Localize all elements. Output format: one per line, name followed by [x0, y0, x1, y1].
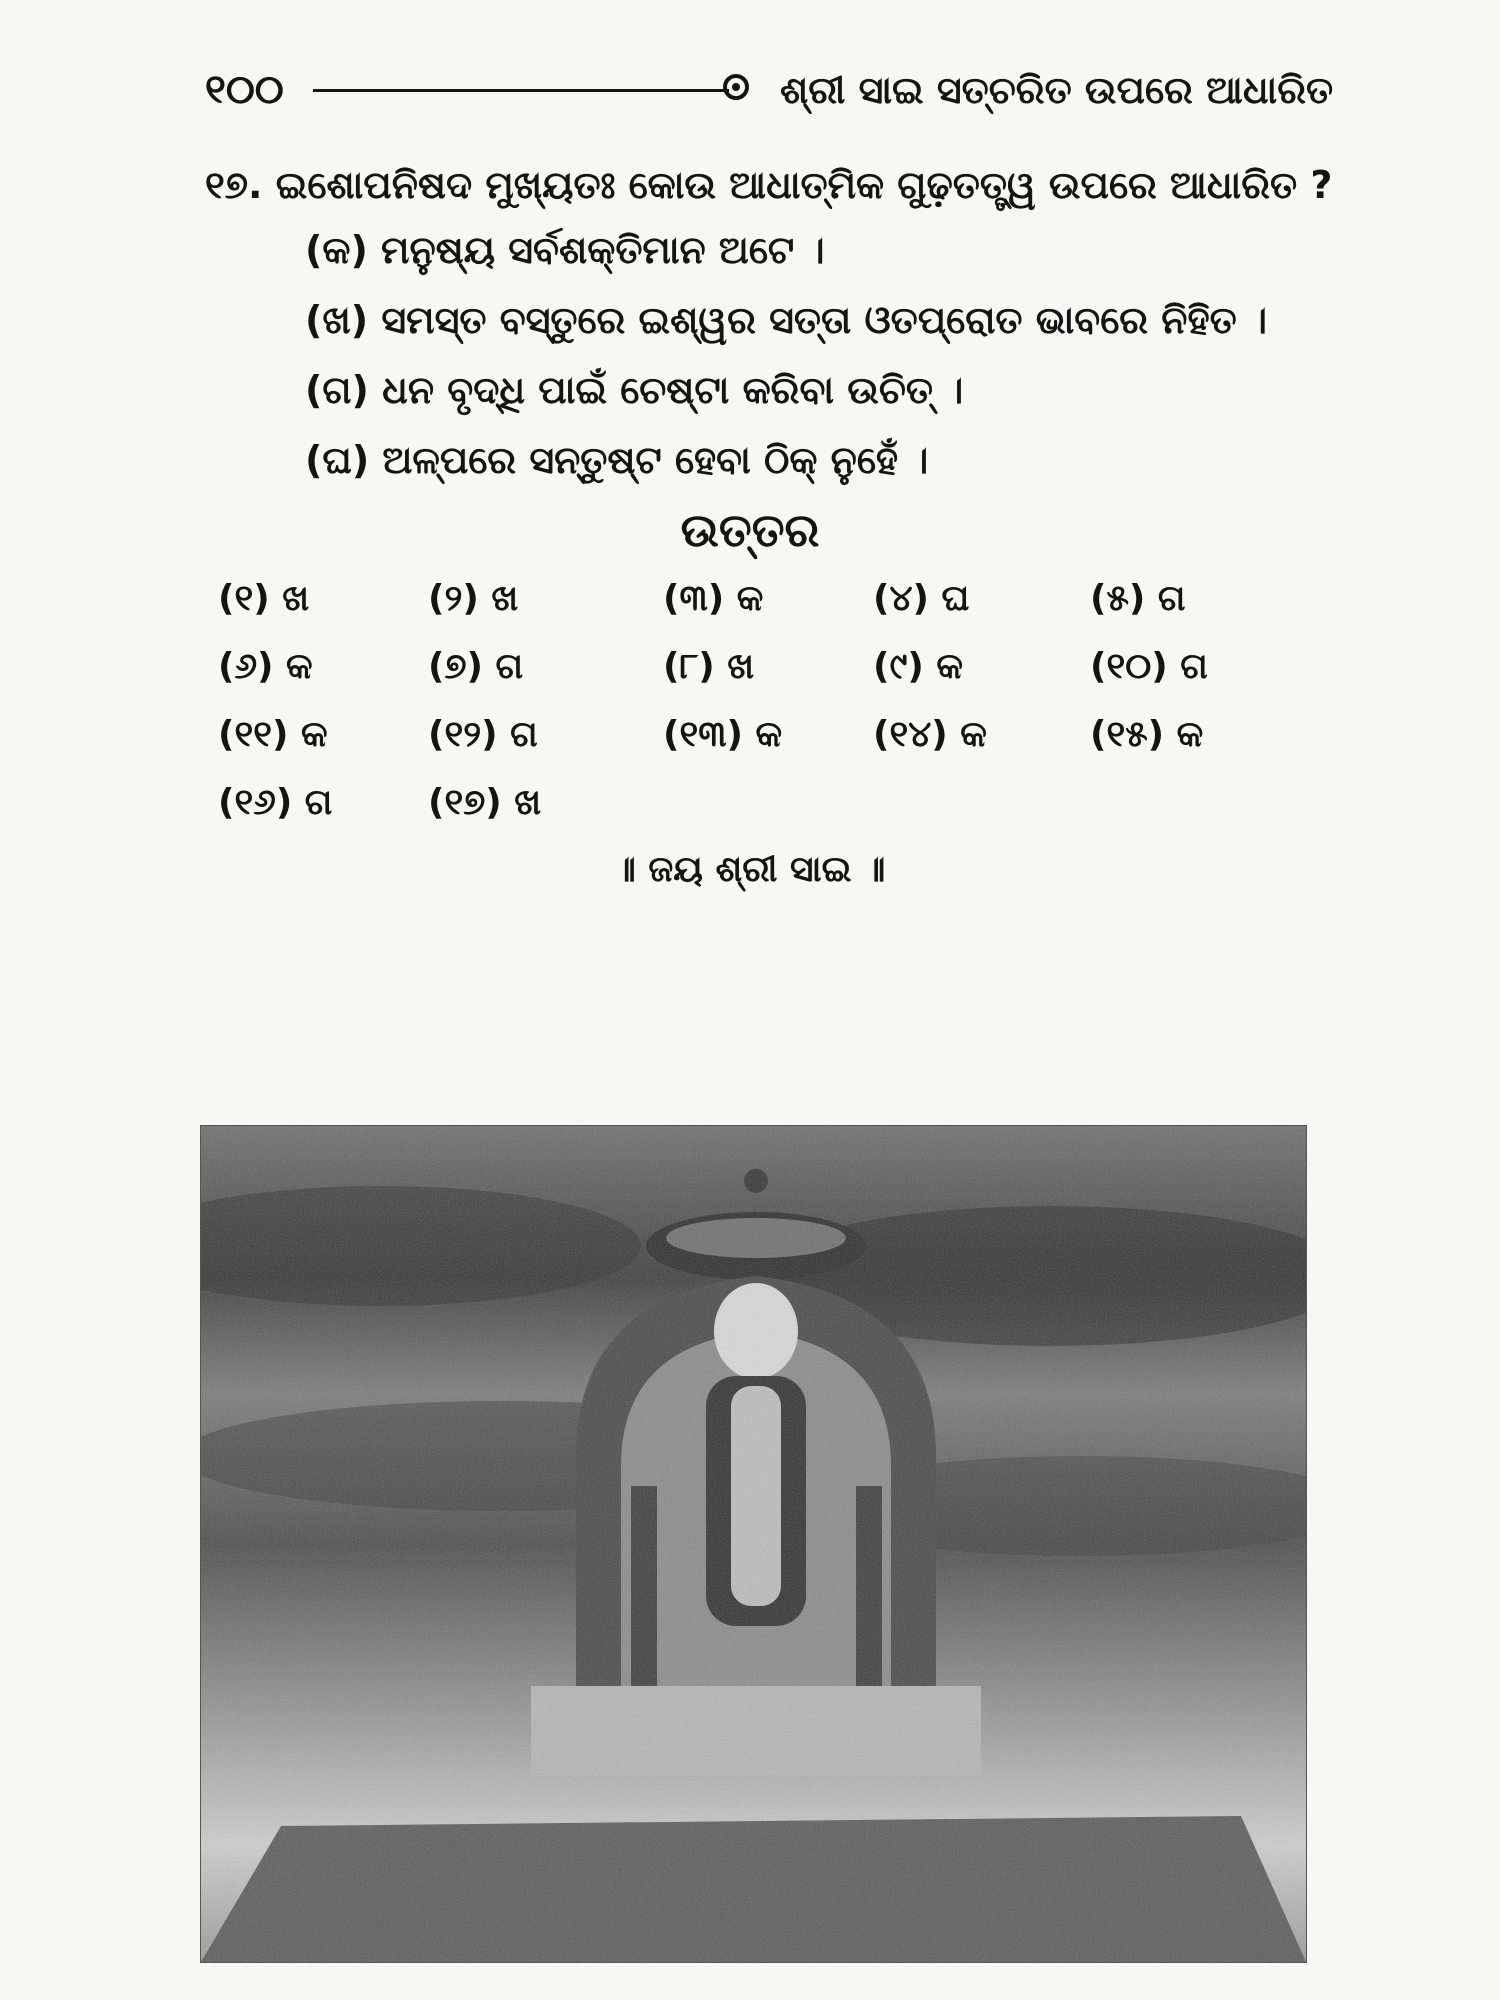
answer-cell: (୬) କ	[218, 646, 313, 687]
answer-row	[218, 701, 1318, 769]
answer-cell: (୧୦) ଗ	[1090, 646, 1208, 687]
answer-key	[218, 565, 1318, 837]
answer-cell: (୧) ଖ	[218, 578, 310, 619]
answer-row	[218, 565, 1318, 633]
shrine-photo	[200, 1125, 1307, 1963]
answer-cell: (୫) ଗ	[1090, 578, 1186, 619]
header-rule	[313, 89, 729, 92]
page-header	[205, 60, 1334, 120]
page-number: ୧୦୦	[205, 67, 284, 113]
question-text: ୧୭. ଇଶୋପନିଷଦ ମୁଖ୍ୟତଃ କୋଉ ଆଧାତ୍ମିକ ଗୁଢ଼ତତ୍ତ୍ୱ ଉପରେ ଆଧାରିତ ?	[205, 163, 1333, 207]
answer-cell: (୨) ଖ	[428, 578, 519, 619]
option-kha: (ଖ) ସମସ୍ତ ବସ୍ତୁରେ ଇଶ୍ୱର ସତ୍ତା ଓତପ୍ରୋତ ଭାବରେ ନିହିତ ।	[305, 298, 1268, 342]
answer-cell: (୧୭) ଖ	[428, 782, 542, 823]
shrine-illustration	[201, 1126, 1306, 1962]
circle-bullet-icon	[723, 74, 749, 100]
answer-cell: (୭) ଗ	[428, 646, 524, 687]
option-ga: (ଗ) ଧନ ବୃଦ୍ଧି ପାଇଁ ଚେଷ୍ଟା କରିବା ଉଚିତ୍ ।	[305, 368, 964, 412]
answer-row	[218, 769, 1318, 837]
running-title: ଶ୍ରୀ ସାଇ ସତ୍‌ଚରିତ ଉପରେ ଆଧାରିତ	[780, 68, 1334, 112]
answer-heading: ଉତ୍ତର	[680, 503, 820, 557]
answer-row	[218, 633, 1318, 701]
closing-invocation: ॥ ଜୟ ଶ୍ରୀ ସାଇ ॥	[614, 849, 886, 890]
answer-cell: (୧୧) କ	[218, 714, 328, 755]
answer-cell: (୧୫) କ	[1090, 714, 1204, 755]
answer-cell: (୧୬) ଗ	[218, 782, 333, 823]
answer-cell: (୪) ଘ	[873, 578, 970, 619]
answer-cell: (୮) ଖ	[663, 646, 755, 687]
answer-cell: (୯) କ	[873, 646, 963, 687]
answer-cell: (୧୨) ଗ	[428, 714, 538, 755]
answer-cell: (୧୪) କ	[873, 714, 987, 755]
option-gha: (ଘ) ଅଳ୍ପରେ ସନ୍ତୁଷ୍ଟ ହେବା ଠିକ୍ ନୁହେଁ ।	[305, 438, 929, 482]
question-options	[305, 215, 1267, 495]
answer-cell: (୩) କ	[663, 578, 764, 619]
answer-cell: (୧୩) କ	[663, 714, 783, 755]
option-ka: (କ) ମନୁଷ୍ୟ ସର୍ବଶକ୍ତିମାନ ଅଟେ ।	[305, 228, 825, 272]
